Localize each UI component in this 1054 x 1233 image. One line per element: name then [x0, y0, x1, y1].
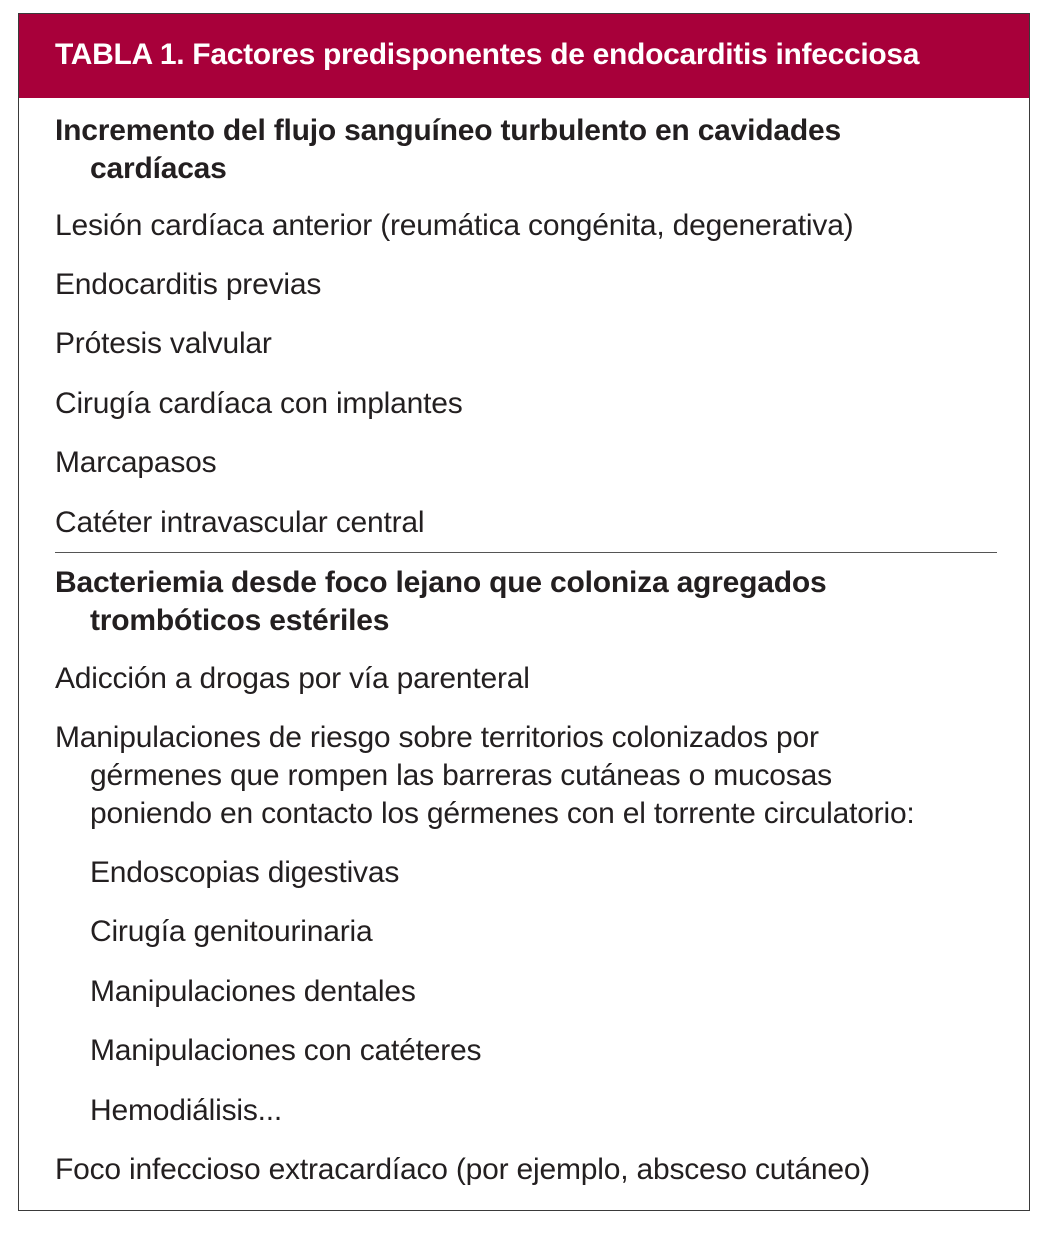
manipulations-line-1: Manipulaciones de riesgo sobre territorios colonizados por — [55, 721, 819, 754]
sub-list-item: Endoscopias digestivas — [90, 856, 400, 889]
section-heading-line-1: Incremento del flujo sanguíneo turbulento en cavidades — [55, 114, 841, 147]
table-title: TABLA 1. Factores predisponentes de endocarditis infecciosa — [55, 38, 920, 71]
list-item: Endocarditis previas — [55, 268, 322, 301]
section-heading-line-2: cardíacas — [90, 152, 227, 185]
table-header — [19, 14, 1029, 98]
sub-list-item: Manipulaciones con catéteres — [90, 1034, 482, 1067]
list-item: Lesión cardíaca anterior (reumática congénita, degenerativa) — [55, 209, 854, 242]
manipulations-line-2: gérmenes que rompen las barreras cutáneas o mucosas — [90, 759, 832, 792]
list-item: Catéter intravascular central — [55, 506, 425, 539]
table-1 — [18, 13, 1030, 1211]
list-item: Cirugía cardíaca con implantes — [55, 387, 463, 420]
section-heading-bacteremia — [55, 564, 827, 640]
list-item-manipulations — [55, 719, 915, 833]
list-item: Prótesis valvular — [55, 327, 272, 360]
section-divider — [55, 552, 997, 553]
sub-list-item: Cirugía genitourinaria — [90, 915, 373, 948]
section-heading-line-2: trombóticos estériles — [90, 604, 390, 637]
manipulations-line-3: poniendo en contacto los gérmenes con el torrente circulatorio: — [90, 797, 915, 830]
list-item: Marcapasos — [55, 446, 217, 479]
list-item: Adicción a drogas por vía parenteral — [55, 662, 530, 695]
sub-list-item: Hemodiálisis... — [90, 1094, 283, 1127]
list-item: Foco infeccioso extracardíaco (por ejemplo, absceso cutáneo) — [55, 1153, 871, 1186]
section-heading-turbulent-flow — [55, 112, 841, 188]
sub-list-item: Manipulaciones dentales — [90, 975, 416, 1008]
section-heading-line-1: Bacteriemia desde foco lejano que coloniza agregados — [55, 566, 827, 599]
